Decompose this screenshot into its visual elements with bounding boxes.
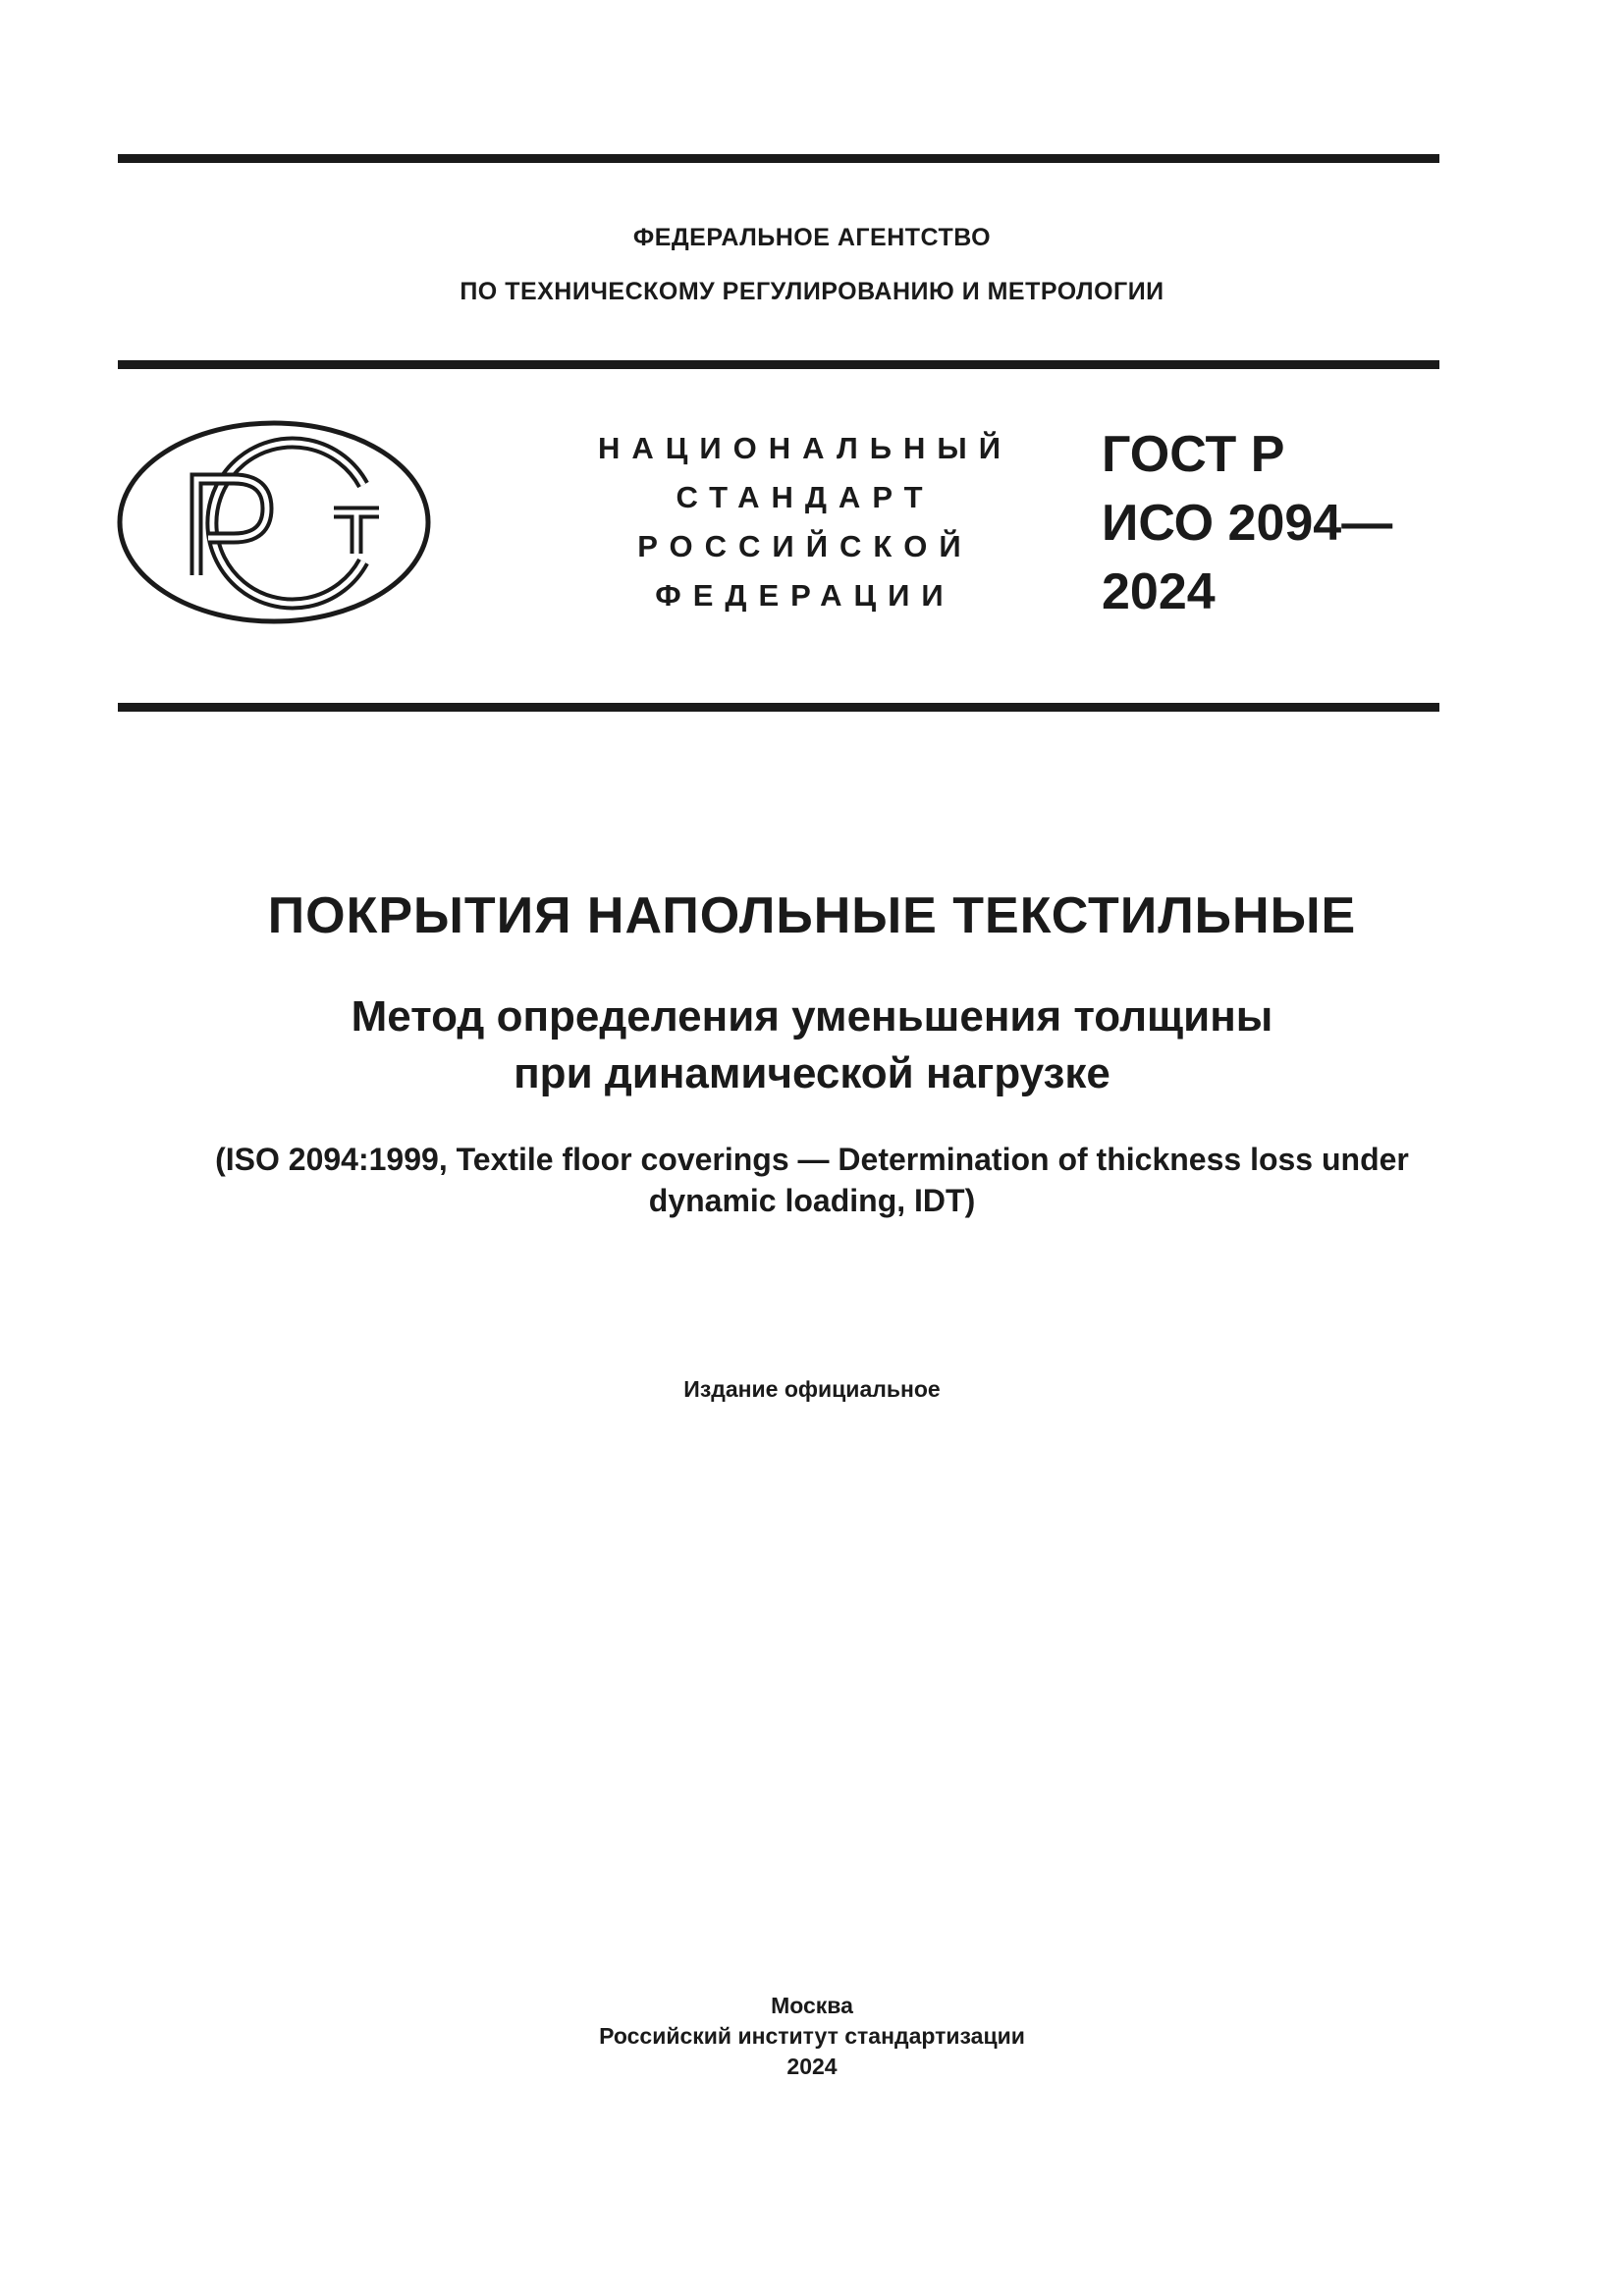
national-standard-label (589, 424, 1021, 620)
standard-designation (1102, 420, 1392, 626)
footer-year: 2024 (786, 2054, 838, 2079)
edition-label: Издание официальное (683, 1376, 941, 1402)
designation-line-2: ИСО 2094— (1102, 495, 1393, 552)
footer-city: Москва (771, 1993, 853, 2018)
subtitle-line-1: Метод определения уменьшения толщины (351, 992, 1273, 1041)
iso-reference-line-1: (ISO 2094:1999, Textile floor coverings — Determination of thickness loss under (215, 1142, 1409, 1177)
footer-publisher: Российский институт стандартизации (599, 2023, 1025, 2049)
national-standard-line-1: НАЦИОНАЛЬНЫЙ (597, 431, 1013, 465)
title-block-rule (118, 703, 1439, 712)
national-standard-line-2: СТАНДАРТ (676, 480, 935, 514)
top-rule (118, 154, 1439, 163)
subtitle-line-2: при динамической нагрузке (514, 1049, 1110, 1097)
header-rule (118, 360, 1439, 369)
agency-line-2: ПО ТЕХНИЧЕСКОМУ РЕГУЛИРОВАНИЮ И МЕТРОЛОГИИ (460, 278, 1164, 305)
national-standard-line-4: ФЕДЕРАЦИИ (655, 578, 955, 613)
designation-line-1: ГОСТ Р (1102, 426, 1285, 483)
rst-emblem-icon (116, 418, 432, 626)
document-title: ПОКРЫТИЯ НАПОЛЬНЫЕ ТЕКСТИЛЬНЫЕ (267, 887, 1357, 944)
national-standard-line-3: РОССИЙСКОЙ (637, 529, 973, 563)
agency-line-1: ФЕДЕРАЛЬНОЕ АГЕНТСТВО (632, 224, 992, 251)
iso-reference-line-2: dynamic loading, IDT) (648, 1183, 976, 1218)
designation-line-3: 2024 (1102, 563, 1216, 620)
